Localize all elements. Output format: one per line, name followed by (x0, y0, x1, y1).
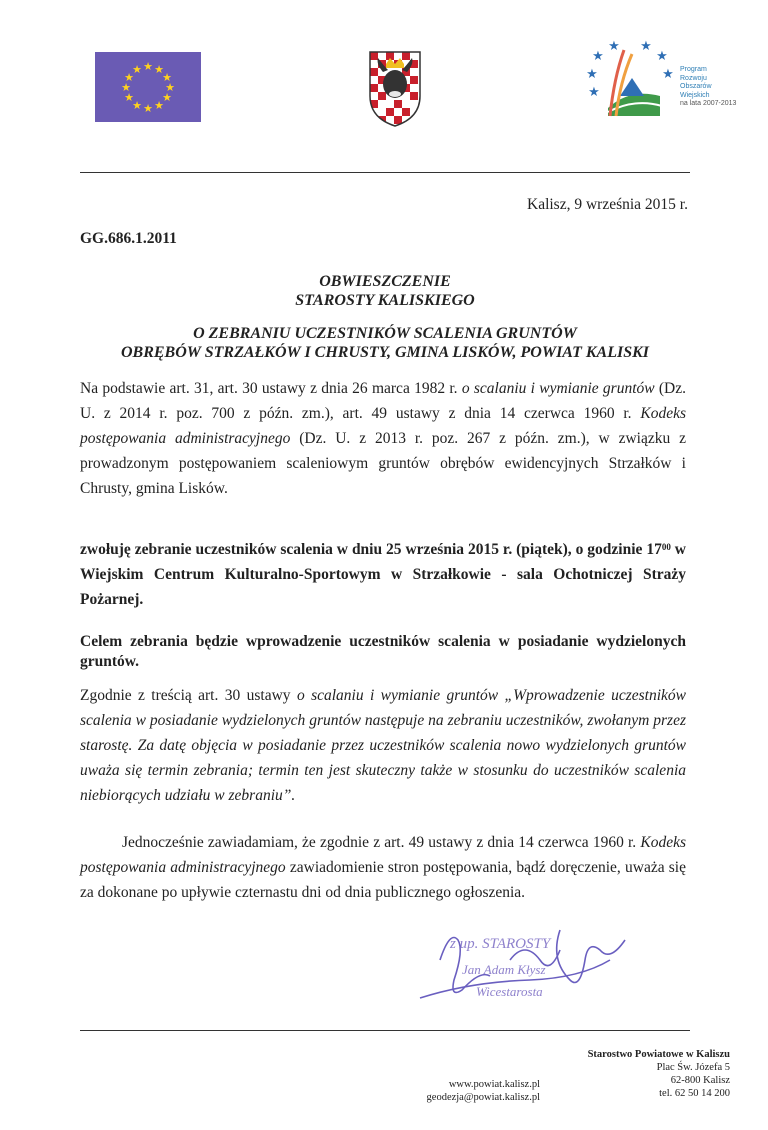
statute-quote-paragraph: Zgodnie z treścią art. 30 ustawy o scalaniu i wymianie gruntów „Wprowadzenie uczestników scalenia w posiadanie wydzielonych gruntów następuje na zebraniu uczestników, zwołanym przez starostę. Za datę objęcia w posiadanie przez uczestników scalenia nowo wydzielonych gruntów uważa się termin zebrania; termin ten jest skuteczny także w stosunku do uczestników scalenia niebiorących udziału w zebraniu”. (80, 687, 686, 804)
footer-address (560, 1048, 730, 1100)
svg-text:★: ★ (640, 39, 652, 54)
footer-phone: tel. 62 50 14 200 (659, 1088, 730, 1099)
header-divider (80, 172, 690, 173)
svg-text:★: ★ (132, 99, 142, 112)
stamp-line-2: Jan Adam Kłysz (462, 962, 546, 977)
prow-logo-text: Program Rozwoju Obszarów Wiejskich na lata 2007-2013 (680, 66, 737, 107)
footer-website: www.powiat.kalisz.pl (448, 1079, 540, 1090)
case-number: GG.686.1.2011 (80, 230, 177, 247)
svg-text:★: ★ (154, 99, 164, 112)
document-title: OBWIESZCZENIE STAROSTY KALISKIEGO (295, 273, 475, 309)
svg-text:★: ★ (608, 39, 620, 54)
meeting-purpose: Celem zebrania będzie wprowadzenie uczestników scalenia w posiadanie wydzielonych gruntów. (80, 633, 686, 670)
svg-text:★: ★ (662, 67, 674, 82)
svg-text:★: ★ (124, 91, 134, 104)
footer-divider (80, 1030, 690, 1031)
svg-text:★: ★ (162, 71, 172, 84)
footer-contact-web (416, 1078, 540, 1104)
svg-text:★: ★ (592, 49, 604, 64)
powiat-crest-logo (366, 48, 424, 128)
notification-paragraph: Jednocześnie zawiadamiam, że zgodnie z art. 49 ustawy z dnia 14 czerwca 1960 r. Kodeks postępowania administracyjnego zawiadomienie stron postępowania, bądź doręczenie, uważa się za dokonane po upływie czternastu dni od dnia publicznego ogłoszenia. (80, 834, 686, 901)
legal-basis-paragraph: Na podstawie art. 31, art. 30 ustawy z dnia 26 marca 1982 r. o scalaniu i wymianie gruntów (Dz. U. z 2014 r. poz. 700 z późn. zm.), art. 49 ustawy z dnia 14 czerwca 1960 r. Kodeks postępowania administracyjnego (Dz. U. z 2013 r. poz. 267 z późn. zm.), w związku z prowadzonym postępowaniem scaleniowym gruntów obrębów ewidencyjnych Strzałków i Chrusty, gmina Lisków. (80, 380, 686, 497)
svg-text:★: ★ (121, 81, 131, 94)
footer-email: geodezja@powiat.kalisz.pl (426, 1092, 540, 1103)
document-subtitle: O ZEBRANIU UCZESTNIKÓW SCALENIA GRUNTÓW OBRĘBÓW STRZAŁKÓW I CHRUSTY, GMINA LISKÓW, POWIAT KALISKI (120, 325, 649, 361)
svg-text:★: ★ (143, 60, 153, 73)
svg-text:★: ★ (586, 67, 598, 82)
svg-text:★: ★ (165, 81, 175, 94)
eu-stars-icon (95, 52, 201, 122)
svg-text:★: ★ (143, 102, 153, 115)
meeting-announcement: zwołuję zebranie uczestników scalenia w dniu 25 września 2015 r. (piątek), o godzinie $17^{00}$ w Wiejskim Centrum Kulturalno-Sportowym w Strzałkowie - sala Ochotniczej Straży Pożarnej. (80, 541, 686, 608)
svg-text:★: ★ (162, 91, 172, 104)
footer-street: Plac Św. Józefa 5 (656, 1062, 730, 1073)
footer-office-name: Starostwo Powiatowe w Kaliszu (587, 1049, 730, 1060)
svg-text:★: ★ (588, 85, 600, 100)
document-date: Kalisz, 9 września 2015 r. (527, 196, 688, 213)
stamp-line-3: Wicestarosta (476, 984, 543, 999)
eu-flag-logo (95, 52, 201, 122)
svg-text:★: ★ (656, 49, 668, 64)
stamp-line-1: z up. STAROSTY (450, 936, 551, 952)
signature-stamp (410, 920, 640, 1010)
svg-text:★: ★ (124, 71, 134, 84)
footer-city: 62-800 Kalisz (670, 1075, 730, 1086)
svg-text:★: ★ (154, 63, 164, 76)
svg-text:★: ★ (132, 63, 142, 76)
